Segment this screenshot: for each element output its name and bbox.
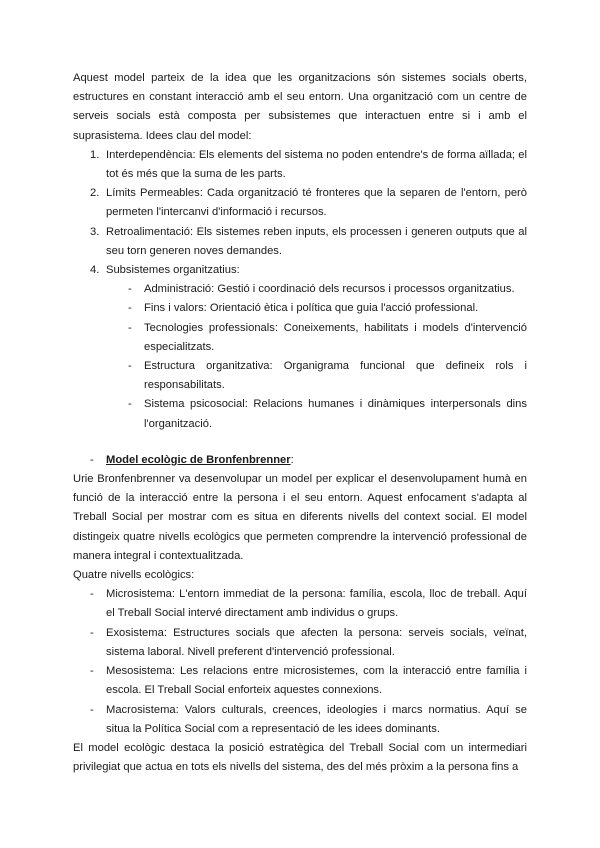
dash-bullet: - xyxy=(90,665,94,678)
ecological-levels-list xyxy=(73,585,527,739)
key-idea-item xyxy=(73,261,527,280)
bronfenbrenner-heading xyxy=(73,451,527,470)
ecological-level-item xyxy=(73,624,527,662)
subsystem-text: Fins i valors: Orientació ètica i política que guia l'acció professional. xyxy=(144,302,479,315)
subsystem-text: Administració: Gestió i coordinació dels recursos i processos organitzatius. xyxy=(144,283,515,296)
subsystem-text: Sistema psicosocial: Relacions humanes i dinàmiques interpersonals dins l'organització. xyxy=(144,398,527,430)
ecological-level-text: Mesosistema: Les relacions entre microsistemes, com la interacció entre família i escola. El Treball Social enforteix aquestes connexions. xyxy=(106,665,527,697)
ecological-level-item xyxy=(73,662,527,700)
subsystem-item xyxy=(73,280,527,299)
subsystem-item xyxy=(73,319,527,357)
dash-bullet: - xyxy=(128,321,132,334)
subsystem-text: Tecnologies professionals: Coneixements, habilitats i models d'intervenció especialitzats. xyxy=(144,321,527,353)
list-number: 2. xyxy=(90,187,100,200)
list-number: 1. xyxy=(90,148,100,161)
ecological-level-item xyxy=(73,585,527,623)
ecological-level-item xyxy=(73,701,527,739)
document-page xyxy=(73,69,527,777)
dash-bullet: - xyxy=(90,453,94,466)
closing-paragraph: El model ecològic destaca la posició estratègica del Treball Social com un intermediari privilegiat que actua en tots els nivells del sistema, des del més pròxim a la persona fins a xyxy=(73,741,527,774)
list-number: 3. xyxy=(90,225,100,238)
ecological-level-text: Exosistema: Estructures socials que afecten la persona: serveis socials, veïnat, sistema laboral. Nivell preferent d'intervenció professional. xyxy=(106,626,527,658)
key-idea-text: Interdependència: Els elements del sistema no poden entendre's de forma aïllada; el tot és més que la suma de les parts. xyxy=(106,148,527,181)
list-number: 4. xyxy=(90,264,100,277)
dash-bullet: - xyxy=(90,703,94,716)
key-idea-item xyxy=(73,184,527,222)
dash-bullet: - xyxy=(90,588,94,601)
subsystem-item xyxy=(73,395,527,433)
subsystem-item xyxy=(73,357,527,395)
key-idea-item xyxy=(73,223,527,261)
levels-label: Quatre nivells ecològics: xyxy=(73,569,195,582)
key-idea-text: Retroalimentació: Els sistemes reben inputs, els processen i generen outputs que al seu torn generen noves demandes. xyxy=(106,225,527,257)
bronfenbrenner-paragraph: Urie Bronfenbrenner va desenvolupar un model per explicar el desenvolupament humà en funció de la interacció entre la persona i el seu entorn. Aquest enfocament s'adapta al Treball Social per mostrar com es situa en diferents nivells del context social. El model distingeix quatre nivells ecològics que permeten comprendre la intervenció professional de manera integral i contextualitzada. xyxy=(73,473,527,562)
section-title: Model ecològic de Bronfenbrenner xyxy=(106,453,291,466)
ecological-level-text: Microsistema: L'entorn immediat de la persona: família, escola, lloc de treball. Aquí el Treball Social intervé directament amb individus o grups. xyxy=(106,588,527,620)
dash-bullet: - xyxy=(90,626,94,639)
key-idea-item xyxy=(73,146,527,184)
key-idea-text: Límits Permeables: Cada organització té fronteres que la separen de l'entorn, però permeten l'intercanvi d'informació i recursos. xyxy=(106,187,527,219)
dash-bullet: - xyxy=(128,283,132,296)
key-idea-text: Subsistemes organitzatius: xyxy=(106,264,240,277)
subsystems-list xyxy=(73,280,527,434)
intro-paragraph: Aquest model parteix de la idea que les organitzacions són sistemes socials oberts, estructures en constant interacció amb el seu entorn. Una organització com un centre de serveis socials està composta per subsistemes que interactuen entre si i amb el suprasistema. Idees clau del model: xyxy=(73,72,527,142)
dash-bullet: - xyxy=(128,360,132,373)
dash-bullet: - xyxy=(128,302,132,315)
ecological-level-text: Macrosistema: Valors culturals, creences, ideologies i marcs normatius. Aquí se situa la Política Social com a representació de les idees dominants. xyxy=(106,703,527,735)
subsystem-text: Estructura organitzativa: Organigrama funcional que defineix rols i responsabilitats. xyxy=(144,360,527,392)
key-ideas-list xyxy=(73,146,527,280)
section-title-suffix: : xyxy=(290,453,294,466)
dash-bullet: - xyxy=(128,398,132,411)
subsystem-item xyxy=(73,299,527,318)
